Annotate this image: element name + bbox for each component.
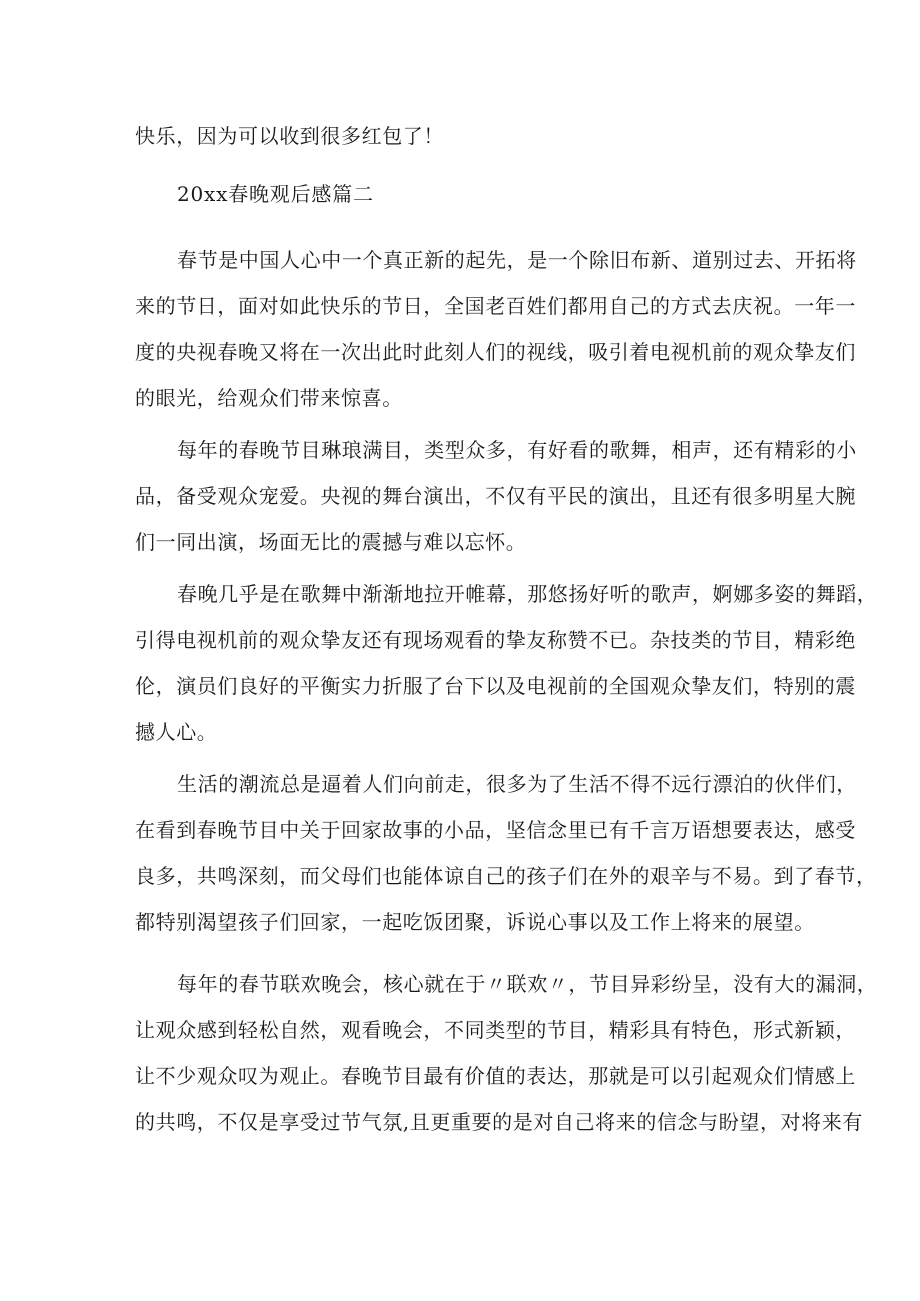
paragraph-line: 撼人心。 <box>135 720 218 744</box>
paragraph-line: 们一同出演，场面无比的震撼与难以忘怀。 <box>135 530 527 554</box>
paragraph-line: 每年的春晚节目琳琅满目，类型众多，有好看的歌舞，相声，还有精彩的小 <box>177 438 857 462</box>
paragraph-line: 的眼光，给观众们带来惊喜。 <box>135 386 403 410</box>
paragraph-line: 让不少观众叹为观止。春晚节目最有价值的表达，那就是可以引起观众们情感上 <box>135 1064 856 1088</box>
paragraph-line: 来的节日，面对如此快乐的节日，全国老百姓们都用自己的方式去庆祝。一年一 <box>135 294 856 318</box>
paragraph-line: 品，备受观众宠爱。央视的舞台演出，不仅有平民的演出，且还有很多明星大腕 <box>135 484 856 508</box>
paragraph-line: 生活的潮流总是逼着人们向前走，很多为了生活不得不远行漂泊的伙伴们， <box>177 772 857 796</box>
paragraph-line: 度的央视春晚又将在一次出此时此刻人们的视线，吸引着电视机前的观众挚友们 <box>135 340 856 364</box>
paragraph-line: 良多，共鸣深刻，而父母们也能体谅自己的孩子们在外的艰辛与不易。到了春节， <box>135 864 877 888</box>
paragraph-line: 伦，演员们良好的平衡实力折服了台下以及电视前的全国观众挚友们，特别的震 <box>135 674 856 698</box>
paragraph-line: 每年的春节联欢晚会，核心就在于〃联欢〃，节目异彩纷呈，没有大的漏洞， <box>177 972 878 996</box>
paragraph-line: 在看到春晚节目中关于回家故事的小品，坚信念里已有千言万语想要表达，感受 <box>135 818 856 842</box>
paragraph-line: 春节是中国人心中一个真正新的起先，是一个除旧布新、道别过去、开拓将 <box>177 248 857 272</box>
section-title: 20xx春晚观后感篇二 <box>177 182 374 206</box>
paragraph-line: 的共鸣，不仅是享受过节气氛,且更重要的是对自己将来的信念与盼望，对将来有 <box>135 1110 863 1134</box>
paragraph-line: 春晚几乎是在歌舞中渐渐地拉开帷幕，那悠扬好听的歌声，婀娜多姿的舞蹈， <box>177 582 878 606</box>
paragraph-line: 都特别渴望孩子们回家，一起吃饭团聚，诉说心事以及工作上将来的展望。 <box>135 910 815 934</box>
paragraph-line: 引得电视机前的观众挚友还有现场观看的挚友称赞不已。杂技类的节目，精彩绝 <box>135 628 856 652</box>
paragraph-line: 让观众感到轻松自然，观看晚会，不同类型的节目，精彩具有特色，形式新颖， <box>135 1018 856 1042</box>
text-line: 快乐，因为可以收到很多红包了！ <box>135 124 444 148</box>
